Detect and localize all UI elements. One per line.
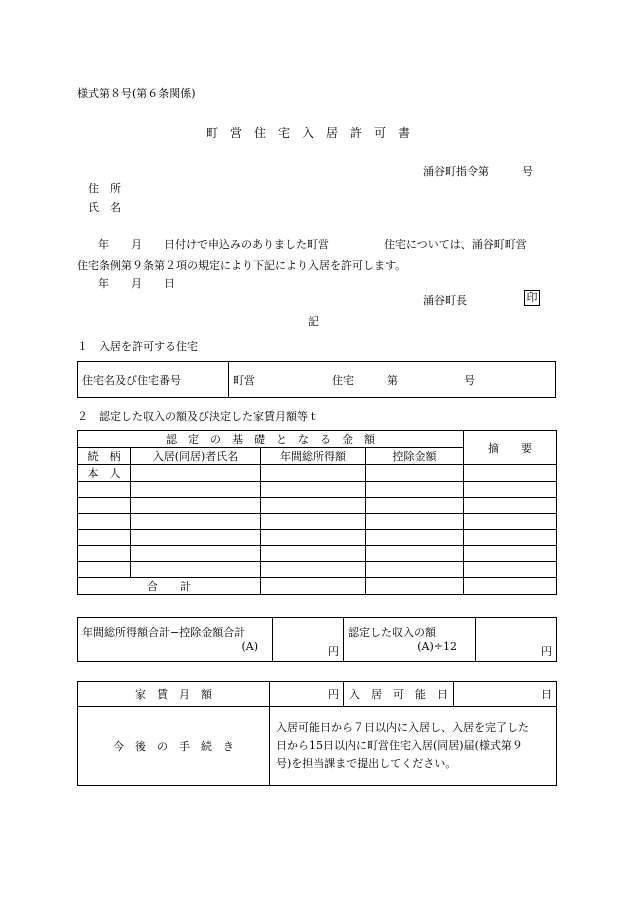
housing-label: 住宅名及び住宅番号: [78, 362, 229, 398]
remarks-header: 摘 要: [464, 431, 557, 465]
table-row: [78, 498, 557, 514]
calc-left-label: 年間総所得額合計−控除金額合計: [82, 626, 246, 639]
rent-yen: 円: [270, 682, 344, 707]
section2-heading: ２ 認定した収入の額及び決定した家賃月額等ｔ: [77, 410, 319, 423]
table-row: [78, 514, 557, 530]
col-relation: 続 柄: [78, 448, 131, 465]
form-number: 様式第８号(第６条関係): [77, 87, 196, 100]
mayor-label: 涌谷町長: [423, 294, 467, 307]
calc-right-cell: [344, 618, 476, 662]
procedure-text: [270, 707, 557, 786]
calc-table: [77, 617, 557, 662]
body-line-1: 年 月 日付けで申込みのありました町営 住宅については、涌谷町町営: [98, 238, 527, 251]
address-label: 住 所: [88, 182, 121, 195]
name-label: 氏 名: [88, 201, 121, 214]
group-header: 認 定 の 基 礎 と な る 金 額: [78, 431, 464, 448]
reference-number: 涌谷町指令第 号: [423, 165, 533, 178]
calc-yen-1: 円: [273, 618, 344, 662]
rent-label: 家 賃 月 額: [78, 682, 270, 707]
calc-left-cell: [78, 618, 273, 662]
table-row: [78, 465, 557, 482]
procedure-line-2: 日から15日以内に町営住宅入居(同居)届(様式第９: [276, 739, 523, 752]
calc-right-sub: (A)÷12: [417, 640, 457, 653]
col-income: 年間総所得額: [261, 448, 366, 465]
rent-table: [77, 681, 557, 786]
col-deduction: 控除金額: [366, 448, 464, 465]
procedure-line-3: 号)を担当課まで提出してください。: [276, 757, 457, 770]
calc-yen-2: 円: [476, 618, 557, 662]
housing-value: 町営 住宅 第 号: [229, 362, 556, 398]
first-row-label: 本 人: [78, 465, 131, 482]
housing-table: [77, 361, 556, 398]
document-title: 町 営 住 宅 入 居 許 可 書: [206, 126, 411, 140]
procedure-line-1: 入居可能日から７日以内に入居し、入居を完了した: [276, 721, 529, 734]
income-table: [77, 430, 557, 595]
table-row: [78, 546, 557, 562]
calc-left-sub: (A): [241, 640, 258, 653]
issue-date: 年 月 日: [98, 277, 175, 290]
movein-day: 日: [454, 682, 557, 707]
body-line-2: 住宅条例第９条第２項の規定により下記により入居を許可します。: [77, 259, 407, 272]
section1-heading: １ 入居を許可する住宅: [77, 340, 198, 353]
movein-label: 入 居 可 能 日: [344, 682, 454, 707]
ki-label: 記: [308, 315, 319, 328]
table-row: [78, 530, 557, 546]
total-label: 合 計: [78, 578, 261, 595]
table-row: [78, 562, 557, 578]
calc-right-label: 認定した収入の額: [348, 626, 436, 639]
seal-box: 印: [524, 290, 540, 306]
col-name: 入居(同居)者氏名: [131, 448, 261, 465]
procedure-label: 今 後 の 手 続 き: [78, 707, 270, 786]
table-row: [78, 482, 557, 498]
